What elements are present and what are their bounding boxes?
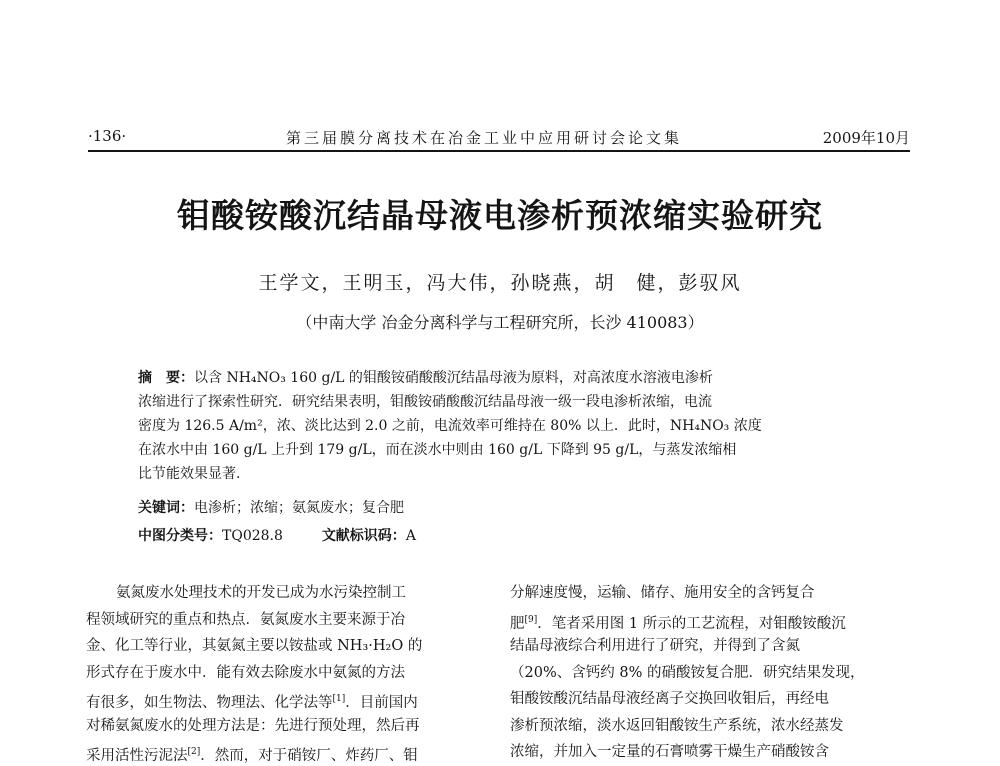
running-header (88, 127, 910, 149)
body-line: 渗析预浓缩，淡水返回钼酸铵生产系统，浓水经蒸发 (510, 717, 844, 734)
keywords (138, 497, 404, 517)
body-line: 钼酸铵酸沉结晶母液经离子交换回收钼后，再经电 (510, 691, 829, 707)
body-line: 形式存在于废水中．能有效去除废水中氨氮的方法 (86, 664, 405, 681)
abstract-line: 在浓水中由 160 g/L 上升到 179 g/L，而在淡水中则由 160 g/L 下降到 95 g/L，与蒸发浓缩相 (138, 442, 737, 458)
body-line (86, 739, 486, 766)
body-line: （20%、含钙约 8% 的硝酸铵复合肥．研究结果发现， (510, 664, 865, 681)
body-text: ．目前国内 (345, 694, 418, 711)
abstract-line: 浓缩进行了探索性研究．研究结果表明，钼酸铵硝酸酸沉结晶母液一级一段电渗析浓缩，电流 (138, 394, 712, 410)
body-line: 氨氮废水处理技术的开发已成为水污染控制工 (116, 585, 406, 601)
body-text: ．然而，对于硝铵厂、炸药厂、钼 (200, 747, 418, 764)
affiliation: （中南大学 冶金分离科学与工程研究所，长沙 410083） (296, 313, 704, 332)
abstract-label: 摘 要： (138, 370, 194, 386)
body-line: 程领域研究的重点和热点．氨氮废水主要来源于冶 (86, 611, 405, 628)
clc-label: 中图分类号： (138, 528, 222, 544)
citation-ref: [9] (524, 614, 538, 625)
abstract-text: 以含 NH₄NO₃ 160 g/L 的钼酸铵硝酸酸沉结晶母液为原料，对高浓度水溶液电渗析 (194, 370, 713, 386)
body-line (86, 686, 486, 713)
body-line (510, 607, 910, 634)
abstract-line: 密度为 126.5 A/m²，浓、淡比达到 2.0 之前，电流效率可维持在 80% 以上．此时，NH₄NO₃ 浓度 (138, 418, 762, 434)
body-column-right (510, 580, 910, 766)
classification-line (138, 525, 416, 545)
header-rule (88, 150, 910, 152)
abstract-line (138, 366, 854, 390)
citation-ref: [2] (187, 747, 201, 757)
body-column-left (86, 580, 486, 766)
keywords-label: 关键词： (138, 500, 194, 516)
paper-title: 钼酸铵酸沉结晶母液电渗析预浓缩实验研究 (177, 196, 823, 235)
body-text: 有很多，如生物法、物理法、化学法等 (86, 694, 333, 711)
body-line: 结晶母液综合利用进行了研究，并得到了含氮 (510, 638, 800, 654)
author-list: 王学文，王明玉，冯大伟，孙晓燕，胡 健，彭驭风 (258, 272, 742, 294)
abstract-line: 比节能效果显著. (138, 466, 241, 482)
body-text: ．笔者采用图 1 所示的工艺流程，对钼酸铵酸沉 (537, 615, 846, 632)
page-number: ·136· (88, 127, 127, 145)
publication-date: 2009年10月 (822, 129, 910, 147)
journal-title: 第三届膜分离技术在冶金工业中应用研讨会论文集 (286, 129, 683, 147)
clc-value: TQ028.8 (222, 528, 283, 544)
doc-code-label: 文献标识码： (321, 528, 406, 544)
body-line: 浓缩，并加入一定量的石膏喷雾干燥生产硝酸铵含 (510, 744, 829, 760)
body-line: 金、化工等行业，其氨氮主要以铵盐或 NH₃·H₂O 的 (86, 638, 423, 654)
abstract (138, 366, 854, 486)
keywords-text: 电渗析；浓缩；氨氮废水；复合肥 (194, 500, 404, 516)
doc-code-value: A (405, 528, 416, 544)
body-text: 采用活性污泥法 (86, 747, 188, 764)
body-line: 对稀氨氮废水的处理方法是：先进行预处理，然后再 (86, 717, 420, 734)
citation-ref: [1] (332, 694, 346, 704)
body-text: 肥 (510, 615, 525, 632)
body-line: 分解速度慢，运输、储存、施用安全的含钙复合 (510, 585, 815, 601)
